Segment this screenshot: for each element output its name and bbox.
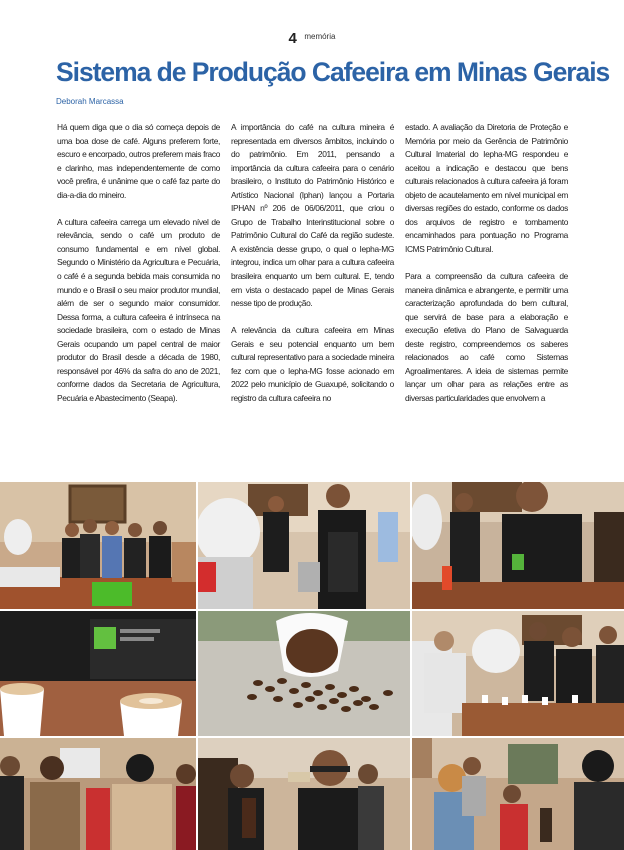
article-title: Sistema de Produção Cafeeira em Minas Gerais xyxy=(56,57,610,87)
text-column-2 xyxy=(231,121,394,419)
paragraph: A importância do café na cultura mineira é representada em diversos âmbitos, incluindo o do patrimônio. Em 2011, pensando a importância da cultura cafeeira para o cenário brasileiro, o Instituto do Patrimônio Histórico e Artístico Nacional (Iphan) lançou a Portaria IPHAN nº 206 de 06/06/2011, que criou o Grupo de Trabalho Interinstitucional sobre o Patrimônio Cultural do Café da região sudeste. A existência desse grupo, o qual o Iepha-MG integrou, indica um olhar para a cultura cafeeira brasileira enquanto um bem cultural. E, tendo em vista o destacado papel de Minas Gerais nesse tipo de produção. xyxy=(231,122,394,309)
paragraph: A cultura cafeeira carrega um elevado nível de relevância, sendo o café um produto de consumo fundamental e em nível global. Segundo o Ministério da Agricultura e Pecuária, o café é a segunda bebida mais consumida no mundo e o Brasil o seu maior produtor mundial, além de ser o segundo maior consumidor. Dessa forma, a cultura cafeeira é intrínseca na sociedade brasileira, com o estado de Minas Gerais ocupando um papel central de maior produtor do Brasil desde a década de 1980, responsável por 46% da safra do ano de 2021, conforme dados da Secretaria de Agricultura, Pecuária e Abastecimento (Seapa). xyxy=(57,216,220,403)
audience-photo xyxy=(0,738,196,850)
section-label: memória xyxy=(304,32,336,41)
text-column-1 xyxy=(57,121,220,419)
photo-grid xyxy=(0,482,624,850)
text-column-3 xyxy=(405,121,568,419)
article-author: Deborah Marcassa xyxy=(56,97,124,106)
paragraph: Para a compreensão da cultura cafeeira de maneira dinâmica e abrangente, e permitir uma caracterização aprofundada do bem cultural, que servirá de base para a elaboração e execução efetiva do Plano de Salvaguarda deste registro, compreendemos os saberes relacionados ao café como Sistemas Agroalimentares. A ideia de sistemas permite lançar um olhar para as relações entre as diversas particularidades que envolvem a xyxy=(405,270,568,403)
barista-photo xyxy=(198,482,410,609)
discussion-photo xyxy=(198,738,410,850)
espresso-machine-photo xyxy=(412,482,624,609)
group-photo xyxy=(0,482,196,609)
latte-cups-photo xyxy=(0,611,196,736)
paragraph: A relevância da cultura cafeeira em Minas Gerais e seu potencial enquanto um bem cultural representativo para a sociedade mineira fez com que o Iepha-MG fosse acionado em 2022 pelo município de Guaxupé, solicitando o registro da cultura cafeeira no xyxy=(231,325,394,403)
page-number: 4 xyxy=(288,30,297,47)
page-header xyxy=(0,30,624,48)
coffee-beans-photo xyxy=(198,611,410,736)
paragraph: estado. A avaliação da Diretoria de Proteção e Memória por meio da Gerência de Patrimônio Cultural Imaterial do Iepha-MG respondeu e aceitou a indicação e destacou que bens culturais relacionados à cultura cafeeira já foram objeto de acautelamento em nível municipal em diversas regiões do estado, conforme os dados dos arquivos de registro e tombamento encaminhados para pontuação no Programa ICMS Patrimônio Cultural. xyxy=(405,122,568,254)
tasting-counter-photo xyxy=(412,611,624,736)
gathering-photo xyxy=(412,738,624,850)
paragraph: Há quem diga que o dia só começa depois de uma boa dose de café. Alguns preferem forte, escuro e encorpado, outros preferem mais fraco e clarinho, mas independentemente de como você prefira, é unânime que o café faz parte do dia-a-dia do mineiro. xyxy=(57,122,220,200)
